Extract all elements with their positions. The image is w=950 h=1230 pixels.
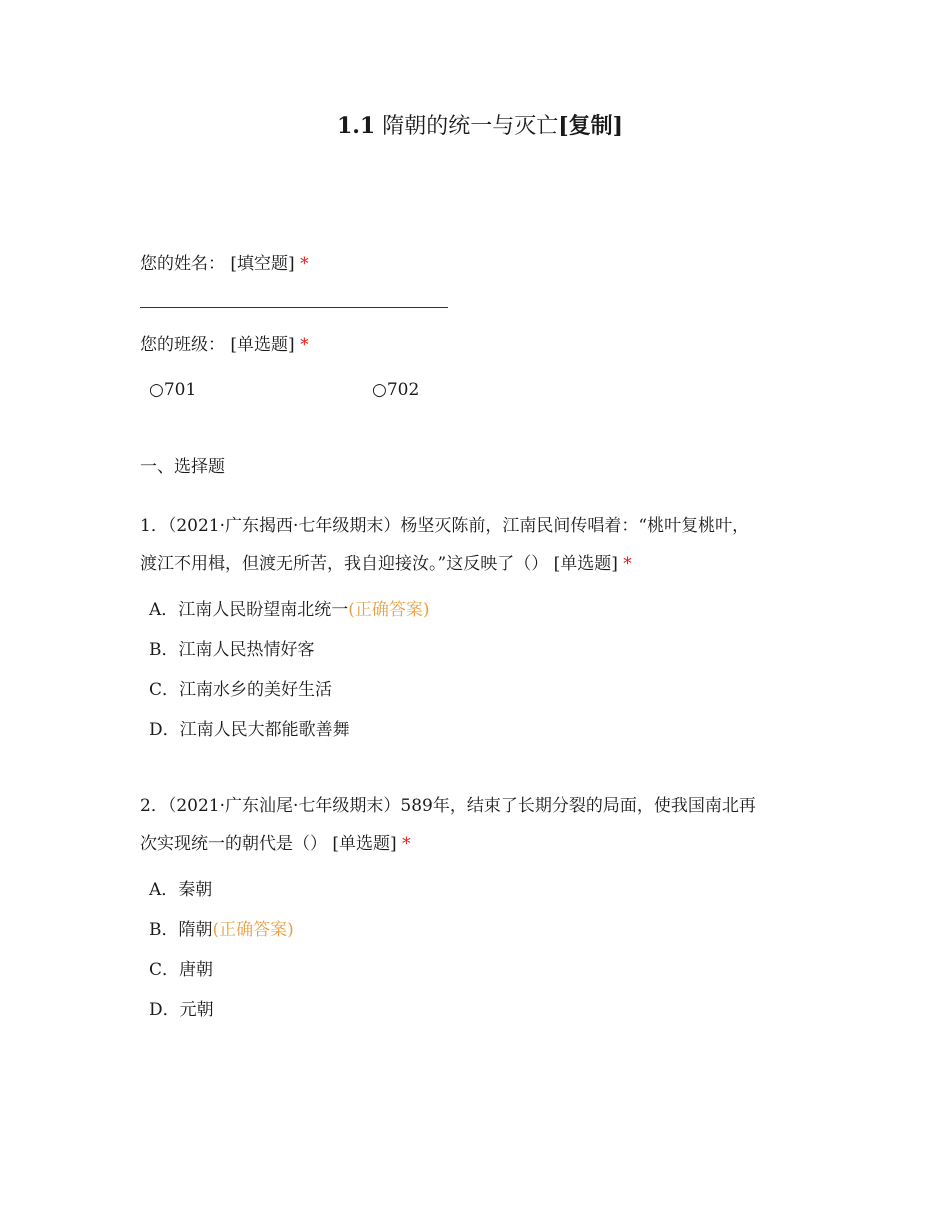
section-heading: 一、选择题 (140, 457, 225, 477)
question-1-line-2 (140, 551, 632, 577)
page-title (140, 109, 820, 144)
required-mark: * (300, 254, 309, 274)
question-2-text: 次实现统一的朝代是（） (140, 834, 327, 854)
class-type: [单选题] (230, 335, 295, 355)
required-mark: * (300, 335, 309, 355)
question-1-option-d[interactable] (149, 717, 350, 743)
option-text: C．唐朝 (149, 960, 214, 980)
option-text: A．秦朝 (149, 880, 213, 900)
question-2-option-a[interactable] (149, 877, 212, 903)
question-1-text: 渡江不用楫，但渡无所苦，我自迎接汝。”这反映了（） (140, 554, 549, 574)
question-1-line-1: 1．（2021·广东揭西·七年级期末）杨坚灭陈前，江南民间传唱着：“桃叶复桃叶， (140, 516, 750, 536)
name-type: [填空题] (230, 254, 295, 274)
option-text: B．江南人民热情好客 (149, 640, 315, 660)
name-label: 您的姓名： (140, 254, 225, 274)
correct-answer-tag: (正确答案) (348, 600, 430, 620)
question-1-option-a[interactable] (149, 597, 430, 623)
required-mark: * (402, 834, 411, 854)
correct-answer-tag: (正确答案) (212, 920, 294, 940)
title-text: 隋朝的统一与灭亡 (382, 114, 559, 139)
question-2-option-d[interactable] (149, 997, 214, 1023)
question-2-type: [单选题] (332, 834, 397, 854)
class-option-701[interactable]: ○701 (149, 380, 197, 400)
option-text: D．元朝 (149, 1000, 214, 1020)
name-question (140, 251, 309, 277)
question-1-option-b[interactable] (149, 637, 315, 663)
option-text: C．江南水乡的美好生活 (149, 680, 333, 700)
question-2-line-2 (140, 831, 411, 857)
required-mark: * (623, 554, 632, 574)
class-option-702[interactable]: ○702 (372, 380, 420, 400)
class-label: 您的班级： (140, 335, 225, 355)
question-1-option-c[interactable] (149, 677, 332, 703)
option-text: A．江南人民盼望南北统一 (149, 600, 349, 620)
class-question (140, 332, 309, 358)
title-number: 1.1 (336, 113, 376, 139)
question-2-line-1: 2．（2021·广东汕尾·七年级期末）589年，结束了长期分裂的局面，使我国南北再 (140, 796, 756, 816)
option-text: D．江南人民大都能歌善舞 (149, 720, 350, 740)
option-text: B．隋朝 (149, 920, 213, 940)
question-2-option-c[interactable] (149, 957, 213, 983)
name-input[interactable] (140, 307, 448, 308)
question-1-type: [单选题] (553, 554, 618, 574)
question-2-option-b[interactable] (149, 917, 294, 943)
title-suffix: [复制] (558, 113, 624, 139)
